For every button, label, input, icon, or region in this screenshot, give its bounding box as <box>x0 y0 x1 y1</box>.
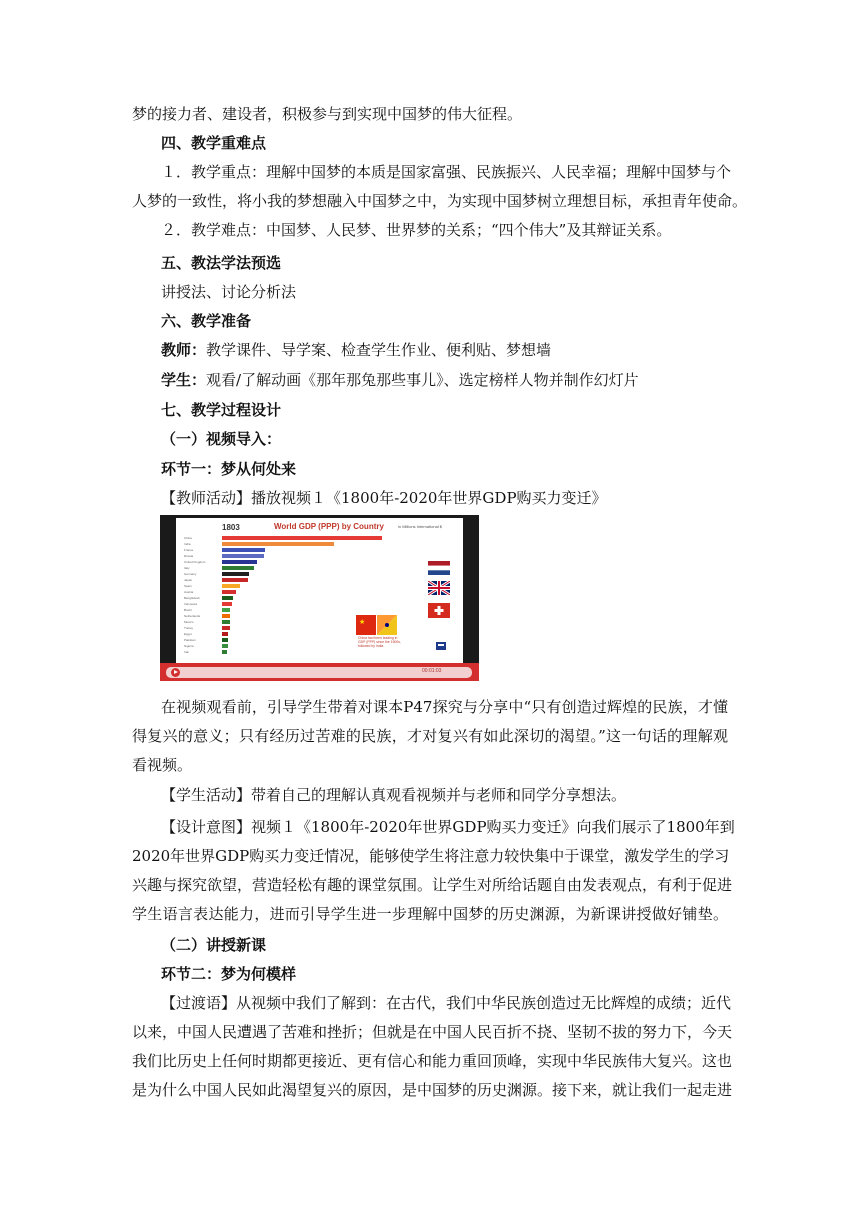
subsection-heading: （二）讲授新课 <box>161 936 267 954</box>
segment-heading: 环节二：梦为何模样 <box>161 965 297 983</box>
label: 【设计意图】 <box>161 818 252 836</box>
bar-label: United Kingdom <box>184 560 206 564</box>
text: 观看/了解动画《那年那兔那些事儿》、选定榜样人物并制作幻灯片 <box>206 371 639 389</box>
china-flag-icon <box>356 615 376 635</box>
uk-flag-icon <box>428 581 450 595</box>
bar-label: China <box>184 536 192 540</box>
gdp-bar <box>222 596 233 600</box>
label: 教师： <box>161 341 207 359</box>
paragraph-line: 是为什么中国人民如此渴望复兴的原因，是中国梦的历史渊源。接下来，就让我们一起走进 <box>132 1081 733 1099</box>
video-player[interactable] <box>160 515 479 681</box>
svg-text:★: ★ <box>359 618 366 626</box>
bar-label: Pakistan <box>184 638 196 642</box>
gdp-bar <box>222 632 228 636</box>
gdp-bar <box>222 566 254 570</box>
paragraph-line: １．教学重点：理解中国梦的本质是国家富强、民族振兴、人民幸福；理解中国梦与个 <box>161 163 732 181</box>
logo-icon <box>434 640 448 652</box>
text: 带着自己的理解认真观看视频并与老师和同学分享想法。 <box>251 786 627 804</box>
paragraph-line: 我们比历史上任何时期都更接近、更有信心和能力重回顶峰，实现中华民族伟大复兴。这也 <box>132 1052 733 1070</box>
text: 教学课件、导学案、检查学生作业、便利贴、梦想墙 <box>206 341 552 359</box>
video-note: China had been leading in GDP (PPP) since the 1500s, followed by India <box>358 636 401 648</box>
bar-label: Brazil <box>184 608 192 612</box>
bar-label: Russia <box>184 554 194 558</box>
netherlands-flag-icon <box>428 561 450 575</box>
bar-label: Netherlands <box>184 614 201 618</box>
gdp-bar <box>222 578 248 582</box>
paragraph-line: 兴趣与探究欲望，营造轻松有趣的课堂氛围。让学生对所给话题自由发表观点，有利于促进 <box>132 876 733 894</box>
teacher-activity-line <box>161 488 607 508</box>
paragraph-line: 在视频观看前，引导学生带着对课本P47探究与分享中“只有创造过辉煌的民族，才懂 <box>161 698 728 716</box>
label: 【学生活动】 <box>161 786 252 804</box>
section-heading: 七、教学过程设计 <box>161 401 282 419</box>
paragraph-line: 梦的接力者、建设者，积极参与到实现中国梦的伟大征程。 <box>132 105 523 123</box>
text: 视频１《1800年-2020年世界GDP购买力变迁》向我们展示了1800年到 <box>251 818 735 836</box>
video-year: 1803 <box>222 523 240 532</box>
bar-label: Mexico <box>184 620 194 624</box>
bar-label: Italy <box>184 566 190 570</box>
india-flag-icon <box>377 615 397 635</box>
video-chart-title: World GDP (PPP) by Country <box>274 522 384 531</box>
gdp-bar <box>222 590 236 594</box>
video-chart-subtitle: in Millions International $ <box>398 524 443 529</box>
paragraph-line: 学生语言表达能力，进而引导学生进一步理解中国梦的历史渊源，为新课讲授做好铺垫。 <box>132 905 728 923</box>
student-activity-line <box>161 785 626 805</box>
gdp-bar <box>222 548 265 552</box>
paragraph-line: 人梦的一致性，将小我的梦想融入中国梦之中，为实现中国梦树立理想目标，承担青年使命。 <box>132 192 748 210</box>
gdp-bar <box>222 572 249 576</box>
video-time: 00:01:03 <box>422 668 442 674</box>
paragraph-line: 得复兴的意义；只有经历过苦难的民族，才对复兴有如此深切的渴望。”这一句话的理解观 <box>132 727 728 745</box>
text: 从视频中我们了解到：在古代，我们中华民族创造过无比辉煌的成绩；近代 <box>236 994 732 1012</box>
gdp-bar <box>222 560 257 564</box>
bar-label: Germany <box>184 572 197 576</box>
section-heading: 五、教法学法预选 <box>161 254 282 272</box>
bar-label: India <box>184 542 191 546</box>
gdp-bar <box>222 638 228 642</box>
bar-label: Turkey <box>184 626 194 630</box>
bar-label: Nigeria <box>184 644 194 648</box>
paragraph-line: 讲授法、讨论分析法 <box>161 283 297 301</box>
gdp-bar <box>222 608 230 612</box>
gdp-bar <box>222 644 228 648</box>
transition-line <box>161 993 732 1013</box>
bar-label: Indonesia <box>184 602 198 606</box>
teacher-prep-line <box>161 340 551 360</box>
paragraph-line: 看视频。 <box>132 756 193 774</box>
play-icon[interactable] <box>171 668 180 677</box>
gdp-bar <box>222 620 230 624</box>
label: 【过渡语】 <box>161 994 237 1012</box>
gdp-bar <box>222 626 230 630</box>
gdp-bar <box>222 554 264 558</box>
subsection-heading: （一）视频导入： <box>161 430 282 448</box>
design-intent-line <box>161 817 735 837</box>
student-prep-line <box>161 370 639 390</box>
paragraph-line: 2020年世界GDP购买力变迁情况，能够使学生将注意力较快集中于课堂，激发学生的学习 <box>132 847 730 865</box>
gdp-bar <box>222 542 334 546</box>
gdp-bar <box>222 602 232 606</box>
bar-label: Japan <box>184 578 193 582</box>
paragraph-line: ２．教学难点：中国梦、人民梦、世界梦的关系；“四个伟大”及其辩证关系。 <box>161 221 672 239</box>
gdp-bar <box>222 614 230 618</box>
switzerland-flag-icon <box>428 603 450 618</box>
gdp-bar <box>222 584 240 588</box>
label: 学生： <box>161 371 207 389</box>
section-heading: 六、教学准备 <box>161 312 252 330</box>
bar-label: Egypt <box>184 632 192 636</box>
bar-label: France <box>184 548 194 552</box>
paragraph-line: 以来，中国人民遭遇了苦难和挫折；但就是在中国人民百折不挠、坚韧不拔的努力下，今天 <box>132 1023 733 1041</box>
bar-label: Iran <box>184 650 190 654</box>
bar-label: Bangladesh <box>184 596 200 600</box>
text: 播放视频１《1800年-2020年世界GDP购买力变迁》 <box>251 489 607 507</box>
bar-label: Spain <box>184 584 192 588</box>
gdp-bar <box>222 536 382 540</box>
gdp-bar <box>222 650 227 654</box>
video-controls[interactable] <box>160 663 479 681</box>
segment-heading: 环节一：梦从何处来 <box>161 460 297 478</box>
video-frame <box>176 518 463 663</box>
section-heading: 四、教学重难点 <box>161 134 267 152</box>
bar-label: Austria <box>184 590 194 594</box>
label: 【教师活动】 <box>161 489 252 507</box>
